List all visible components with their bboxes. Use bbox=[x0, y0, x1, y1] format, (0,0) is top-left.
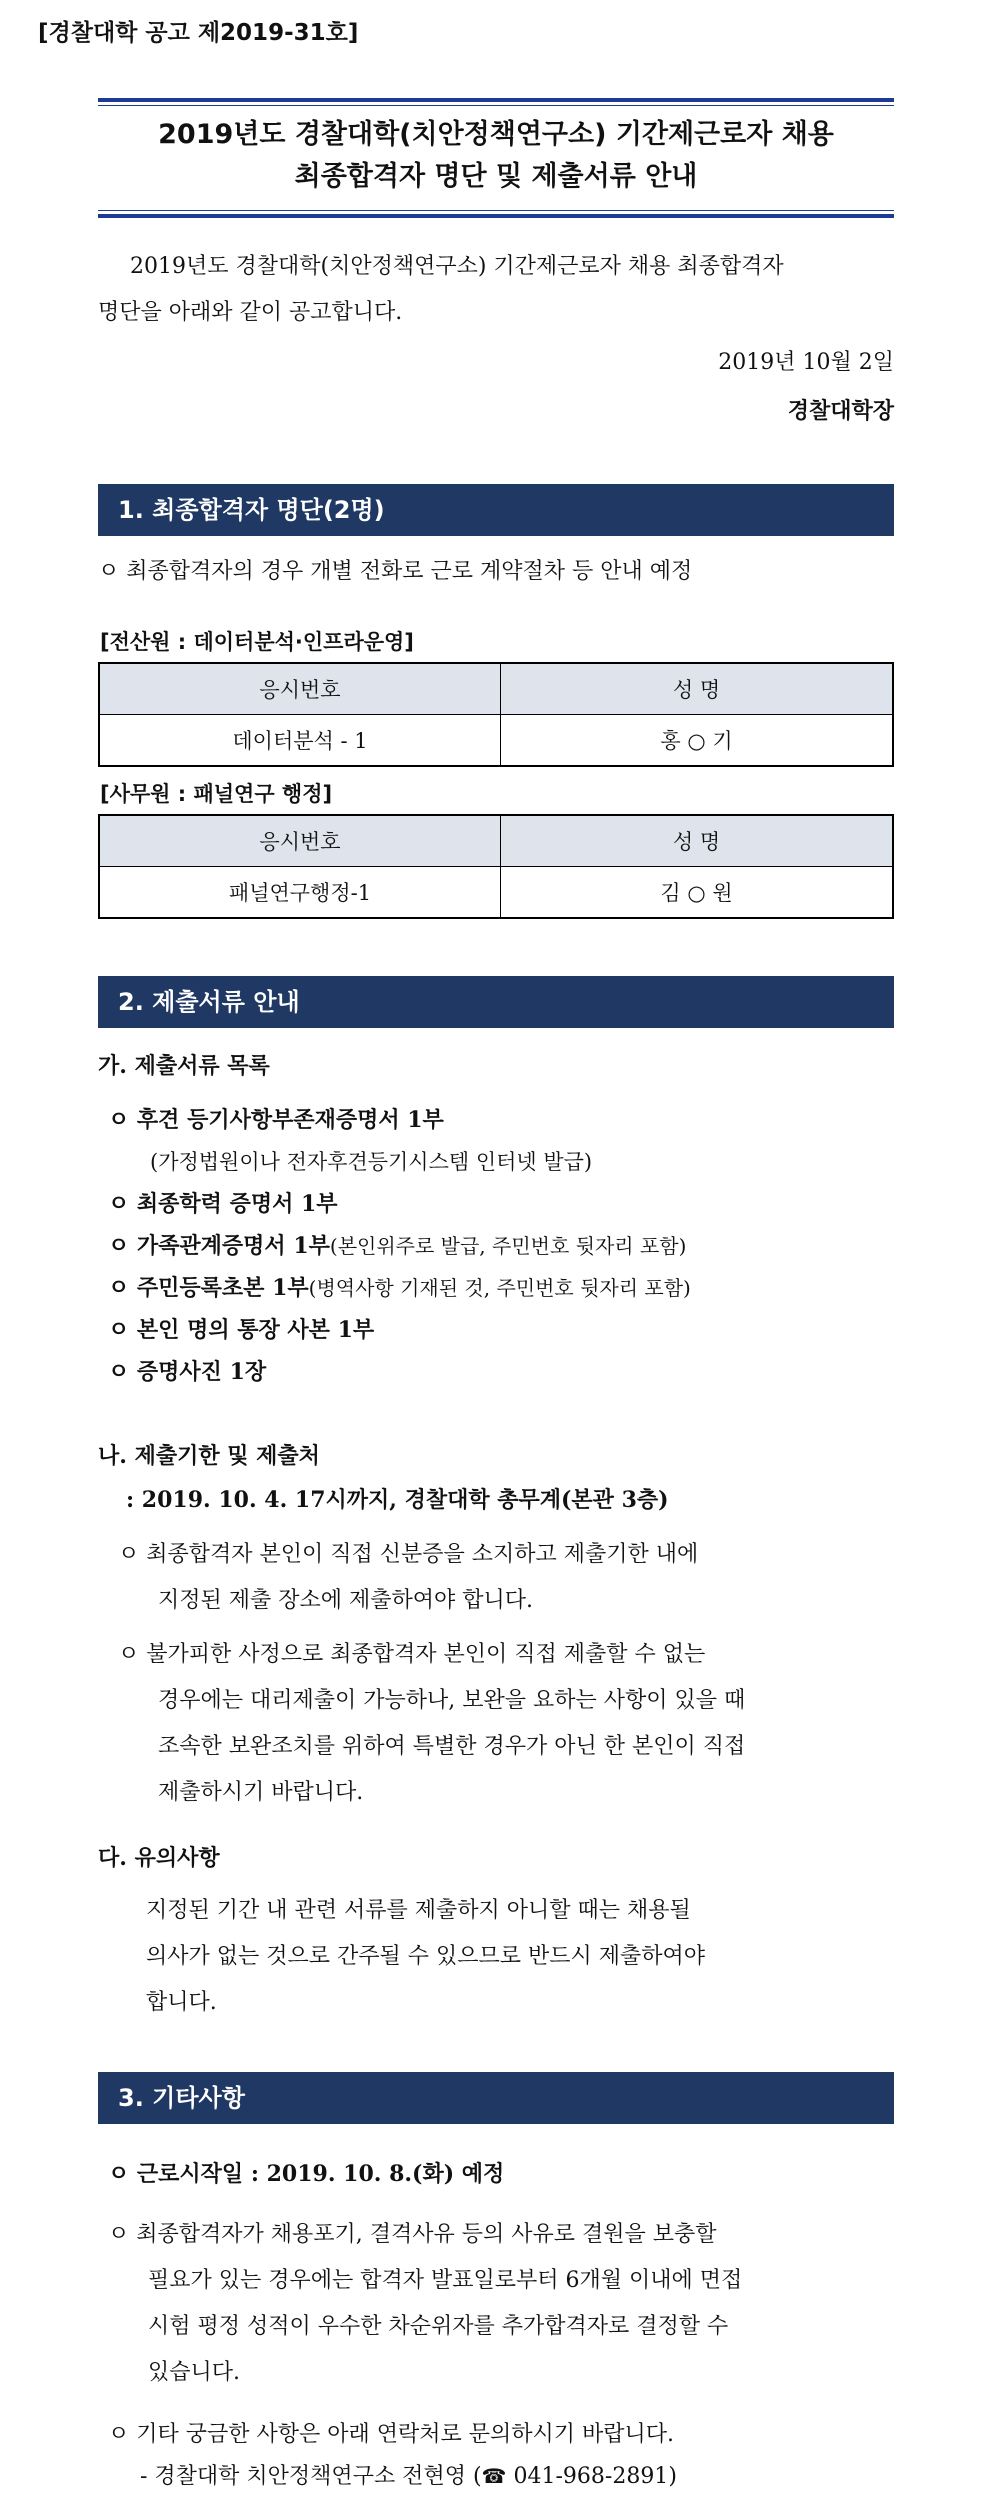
list-item: ㅇ 최종합격자 본인이 직접 신분증을 소지하고 제출기한 내에 bbox=[118, 1542, 699, 1567]
title-line-1: 2019년도 경찰대학(치안정책연구소) 기간제근로자 채용 bbox=[158, 119, 834, 150]
table-header-row bbox=[99, 663, 893, 715]
section-1-heading: 1. 최종합격자 명단(2명) bbox=[98, 484, 894, 536]
list-item: ㅇ 본인 명의 통장 사본 1부 bbox=[108, 1317, 375, 1343]
applicant-number: 데이터분석 - 1 bbox=[99, 715, 501, 767]
title-box bbox=[98, 98, 894, 218]
applicant-number: 패널연구행정-1 bbox=[99, 867, 501, 919]
caution-line: 합니다. bbox=[146, 1990, 217, 2015]
group-2-label: [사무원 : 패널연구 행정] bbox=[100, 782, 333, 806]
deadline: : 2019. 10. 4. 17시까지, 경찰대학 총무계(본관 3층) bbox=[126, 1487, 669, 1513]
section-2c-title: 다. 유의사항 bbox=[98, 1845, 220, 1871]
list-item: ㅇ 불가피한 사정으로 최종합격자 본인이 직접 제출할 수 없는 bbox=[118, 1642, 706, 1667]
table-header-row bbox=[99, 815, 893, 867]
table-row bbox=[99, 867, 893, 919]
section-3-heading: 3. 기타사항 bbox=[98, 2072, 894, 2124]
list-item-cont: 필요가 있는 경우에는 합격자 발표일로부터 6개월 이내에 면접 bbox=[148, 2268, 743, 2293]
contact-name: - 경찰대학 치안정책연구소 전현영 bbox=[140, 2464, 466, 2489]
list-item-cont: 제출하시기 바랍니다. bbox=[158, 1780, 364, 1805]
phone-icon: ☎ bbox=[481, 2464, 507, 2488]
phone-group: (☎ 041-968-2891) bbox=[473, 2464, 677, 2489]
section-2b-title: 나. 제출기한 및 제출처 bbox=[98, 1443, 320, 1469]
col-number-header: 응시번호 bbox=[99, 815, 501, 867]
list-item: ㅇ 가족관계증명서 1부(본인위주로 발급, 주민번호 뒷자리 포함) bbox=[108, 1233, 687, 1259]
list-item-cont: 있습니다. bbox=[148, 2360, 241, 2385]
caution-line: 지정된 기간 내 관련 서류를 제출하지 아니할 때는 채용될 bbox=[146, 1898, 691, 1923]
notice-date: 2019년 10월 2일 bbox=[718, 350, 894, 375]
notice-number: [경찰대학 공고 제2019-31호] bbox=[38, 20, 359, 46]
list-item-note: (가정법원이나 전자후견등기시스템 인터넷 발급) bbox=[150, 1150, 593, 1174]
group-2-table bbox=[98, 814, 894, 919]
table-row bbox=[99, 715, 893, 767]
section-2-heading: 2. 제출서류 안내 bbox=[98, 976, 894, 1028]
list-item-cont: 경우에는 대리제출이 가능하나, 보완을 요하는 사항이 있을 때 bbox=[158, 1688, 746, 1713]
list-item: ㅇ 증명사진 1장 bbox=[108, 1359, 267, 1385]
list-item-cont: 조속한 보완조치를 위하여 특별한 경우가 아닌 한 본인이 직접 bbox=[158, 1734, 746, 1759]
group-1-table bbox=[98, 662, 894, 767]
applicant-name: 홍 ○ 기 bbox=[501, 715, 894, 767]
section-1-bullet: ㅇ 최종합격자의 경우 개별 전화로 근로 계약절차 등 안내 예정 bbox=[98, 559, 693, 584]
list-item: ㅇ 최종합격자가 채용포기, 결격사유 등의 사유로 결원을 보충할 bbox=[108, 2222, 717, 2247]
list-item: ㅇ 후견 등기사항부존재증명서 1부 bbox=[108, 1107, 444, 1133]
title-line-2: 최종합격자 명단 및 제출서류 안내 bbox=[294, 161, 698, 192]
list-item-cont: 시험 평정 성적이 우수한 차순위자를 추가합격자로 결정할 수 bbox=[148, 2314, 729, 2339]
list-item: ㅇ 최종학력 증명서 1부 bbox=[108, 1191, 338, 1217]
issuer: 경찰대학장 bbox=[787, 398, 894, 424]
section-2a-title: 가. 제출서류 목록 bbox=[98, 1053, 270, 1079]
list-item: ㅇ 주민등록초본 1부(병역사항 기재된 것, 주민번호 뒷자리 포함) bbox=[108, 1275, 691, 1301]
col-name-header: 성 명 bbox=[501, 815, 894, 867]
applicant-name: 김 ○ 원 bbox=[501, 867, 894, 919]
col-name-header: 성 명 bbox=[501, 663, 894, 715]
group-1-label: [전산원 : 데이터분석·인프라운영] bbox=[100, 630, 414, 654]
list-item: ㅇ 기타 궁금한 사항은 아래 연락처로 문의하시기 바랍니다. bbox=[108, 2422, 674, 2447]
phone-number: 041-968-2891 bbox=[513, 2464, 669, 2489]
intro-line-1: 2019년도 경찰대학(치안정책연구소) 기간제근로자 채용 최종합격자 bbox=[130, 254, 784, 279]
start-date: ㅇ 근로시작일 : 2019. 10. 8.(화) 예정 bbox=[108, 2161, 505, 2187]
list-item-cont: 지정된 제출 장소에 제출하여야 합니다. bbox=[158, 1588, 533, 1613]
col-number-header: 응시번호 bbox=[99, 663, 501, 715]
intro-line-2: 명단을 아래와 같이 공고합니다. bbox=[98, 300, 403, 325]
contact-line bbox=[140, 2454, 677, 2499]
caution-line: 의사가 없는 것으로 간주될 수 있으므로 반드시 제출하여야 bbox=[146, 1944, 706, 1969]
